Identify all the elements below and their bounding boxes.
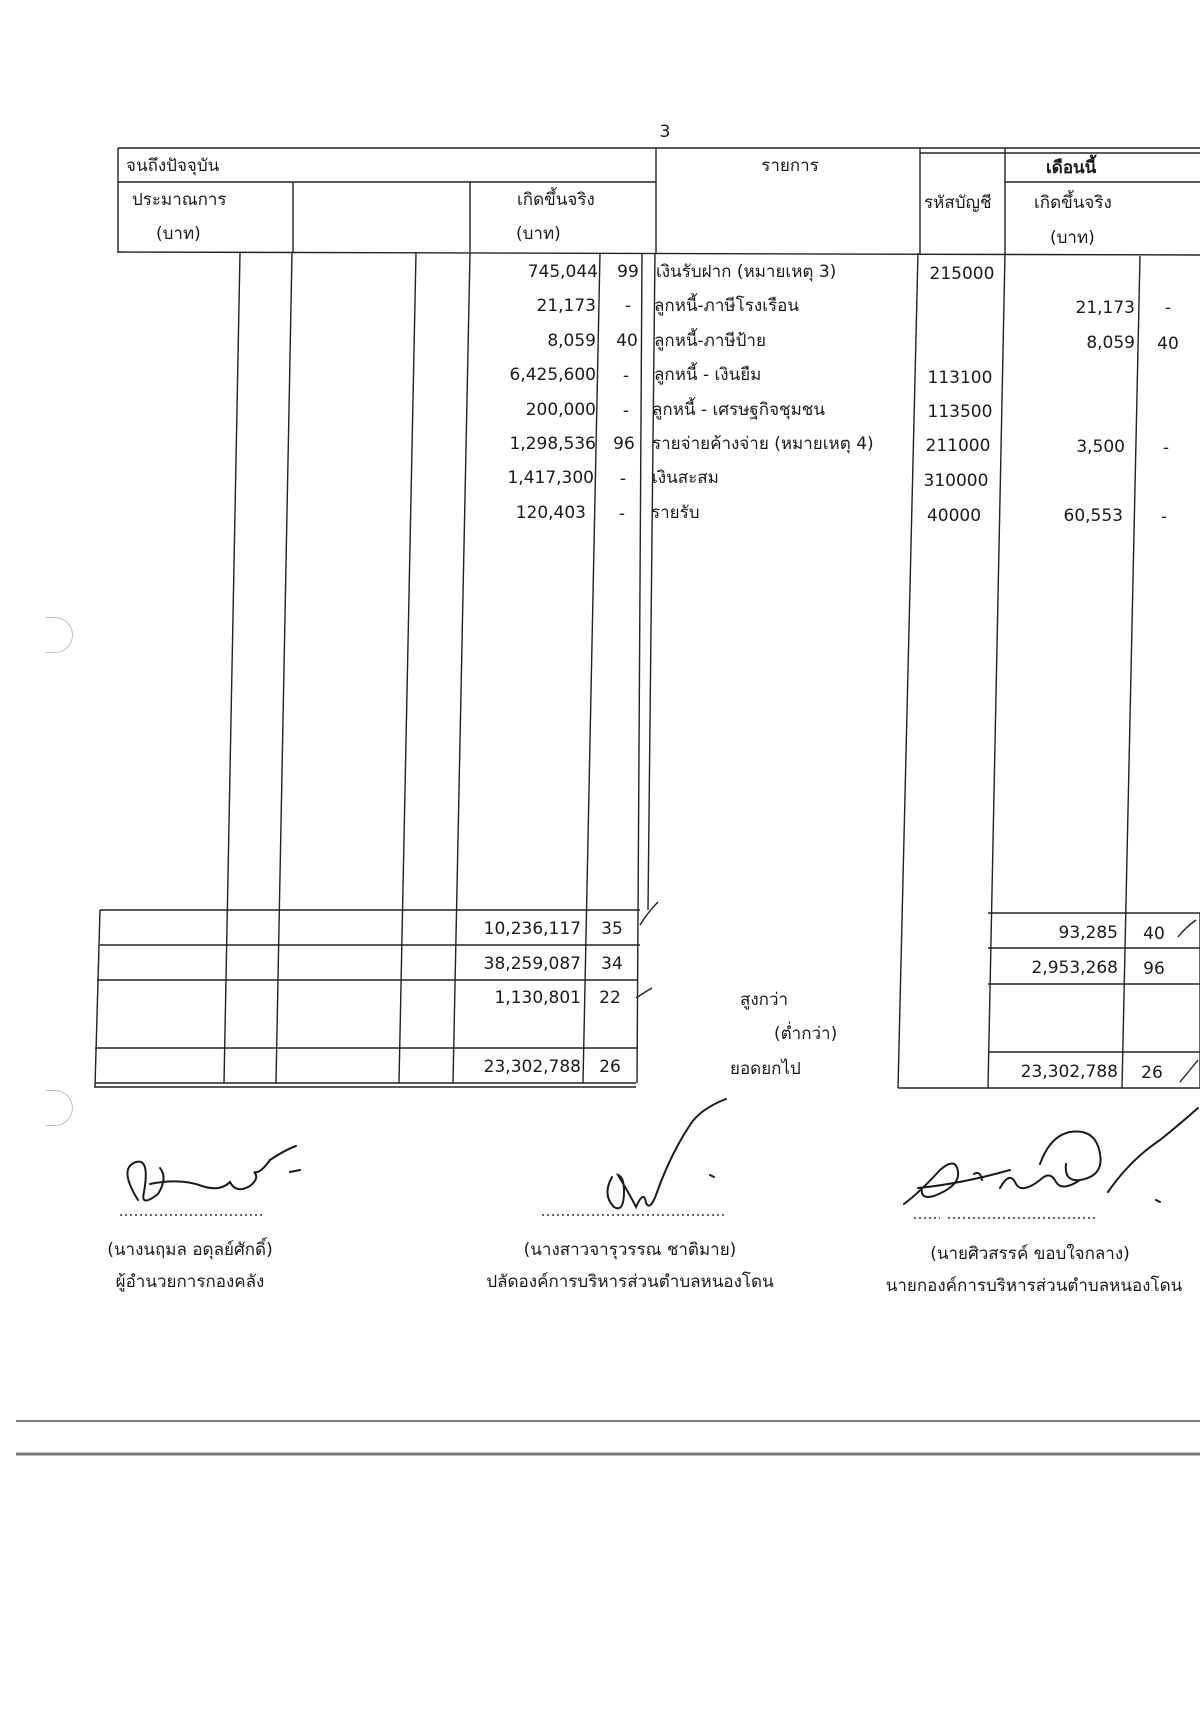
cum-baht: 23,302,788 (483, 1057, 581, 1077)
label-carried-forward: ยอดยกไป (730, 1059, 801, 1079)
month-baht: 8,059 (1086, 333, 1135, 353)
header-actual-right: เกิดขึ้นจริง (1034, 193, 1112, 213)
label-lower: (ต่ำกว่า) (774, 1024, 838, 1044)
header-to-date: จนถึงปัจจุบัน (126, 156, 220, 176)
header-this-month: เดือนนี้ (1046, 158, 1097, 178)
item-label: เงินสะสม (652, 468, 719, 488)
signatory-2-title: ปลัดองค์การบริหารส่วนตำบลหนองโดน (486, 1272, 774, 1292)
cum-baht: 6,425,600 (509, 365, 596, 385)
signature-2 (590, 1095, 740, 1225)
item-label: รายจ่ายค้างจ่าย (หมายเหตุ 4) (652, 434, 874, 454)
cum-satang: 35 (601, 919, 623, 939)
item-label: ลูกหนี้ - เงินยืม (654, 365, 762, 385)
cum-satang: - (622, 366, 630, 386)
signatory-3-title: นายกองค์การบริหารส่วนตำบลหนองโดน (885, 1276, 1183, 1296)
item-label: ลูกหนี้-ภาษีโรงเรือน (654, 296, 799, 316)
account-code: 113500 (927, 402, 993, 422)
signature-1 (110, 1138, 310, 1218)
header-baht-estimate: (บาท) (156, 224, 201, 244)
month-baht: 2,953,268 (1031, 958, 1118, 978)
month-satang: 40 (1143, 924, 1165, 944)
account-code: 113100 (927, 368, 993, 388)
cum-satang: 26 (599, 1057, 621, 1077)
label-higher: สูงกว่า (740, 990, 789, 1010)
cum-baht: 1,130,801 (494, 988, 581, 1008)
item-label: รายรับ (651, 503, 700, 523)
account-code: 310000 (923, 471, 989, 491)
month-satang: 96 (1143, 959, 1165, 979)
cum-satang: 99 (617, 262, 639, 282)
month-satang: - (1164, 298, 1172, 318)
signature-3 (900, 1100, 1200, 1220)
month-baht: 23,302,788 (1020, 1062, 1118, 1082)
cum-satang: - (622, 401, 630, 421)
cum-satang: 22 (599, 988, 621, 1008)
month-baht: 21,173 (1075, 298, 1135, 318)
item-label: เงินรับฝาก (หมายเหตุ 3) (656, 262, 837, 282)
header-baht-actual-right: (บาท) (1050, 228, 1095, 248)
month-baht: 3,500 (1076, 437, 1125, 457)
cum-baht: 1,417,300 (507, 468, 594, 488)
cum-satang: 40 (616, 331, 638, 351)
cum-baht: 10,236,117 (483, 919, 581, 939)
cum-baht: 21,173 (536, 296, 596, 316)
header-items: รายการ (761, 156, 819, 176)
cum-baht: 1,298,536 (509, 434, 596, 454)
cum-satang: - (619, 469, 627, 489)
signatory-1-title: ผู้อำนวยการกองคลัง (115, 1272, 265, 1292)
cum-baht: 120,403 (515, 503, 586, 523)
signatory-1-name: (นางนฤมล อดุลย์ศักดิ์) (107, 1240, 273, 1260)
cum-satang: 34 (601, 954, 623, 974)
month-baht: 60,553 (1063, 506, 1123, 526)
account-code: 40000 (926, 506, 982, 526)
header-baht-actual-left: (บาท) (516, 224, 561, 244)
cum-satang: - (624, 296, 632, 316)
month-satang: - (1162, 438, 1170, 458)
account-code: 211000 (925, 436, 991, 456)
signatory-2-name: (นางสาวจารุวรรณ ชาติมาย) (523, 1240, 737, 1260)
cum-satang: 96 (613, 434, 635, 454)
header-actual-left: เกิดขึ้นจริง (517, 190, 595, 210)
page-number: 3 (659, 122, 671, 142)
month-satang: - (1160, 507, 1168, 527)
item-label: ลูกหนี้-ภาษีป้าย (654, 331, 766, 351)
month-baht: 93,285 (1058, 923, 1118, 943)
cum-baht: 8,059 (547, 331, 596, 351)
header-account-code: รหัสบัญชี (924, 193, 992, 213)
cum-baht: 38,259,087 (483, 954, 581, 974)
account-code: 215000 (929, 264, 995, 284)
signatory-3-name: (นายศิวสรรค์ ขอบใจกลาง) (930, 1244, 1130, 1264)
header-estimate: ประมาณการ (132, 190, 227, 210)
cum-baht: 745,044 (527, 262, 598, 282)
month-satang: 40 (1157, 334, 1179, 354)
cum-satang: - (618, 504, 626, 524)
month-satang: 26 (1141, 1063, 1163, 1083)
item-label: ลูกหนี้ - เศรษฐกิจชุมชน (652, 400, 825, 420)
cum-baht: 200,000 (525, 400, 596, 420)
